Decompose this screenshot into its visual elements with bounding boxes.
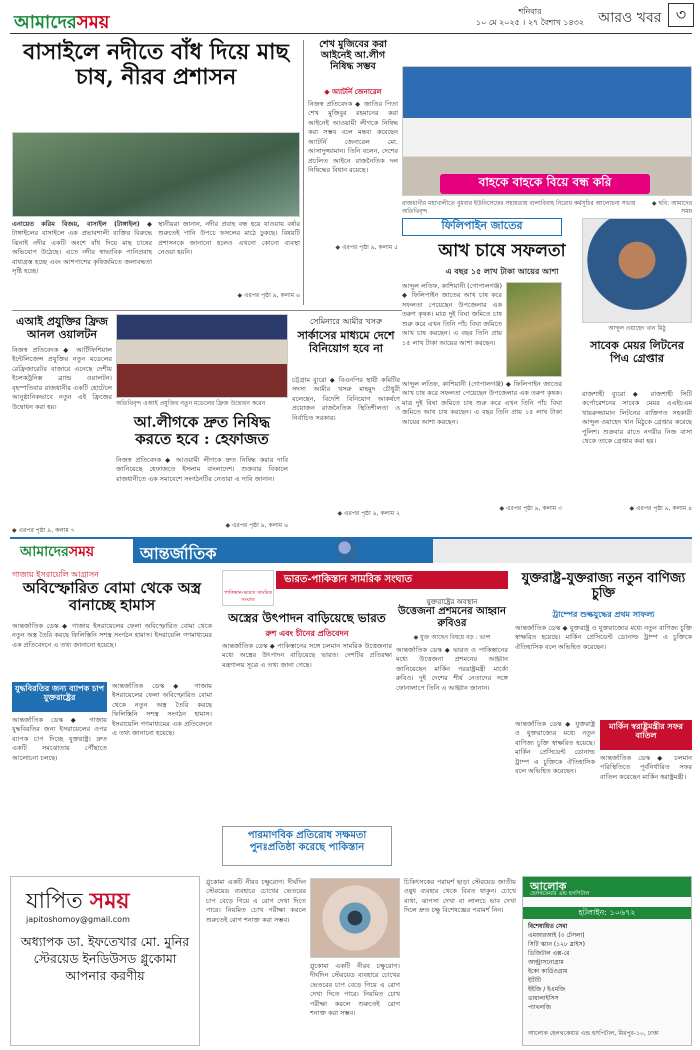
band-logo-a: আমাদের xyxy=(20,544,69,560)
child-marriage-headline[interactable]: বাহকে বাহকে বিয়ে বন্ধ করি xyxy=(478,175,612,189)
service-item: ইকো কার্ডিওগ্রাম xyxy=(528,968,568,975)
sarcasm-kicker: সেমিনারে আমীর খসরু xyxy=(309,317,383,326)
gaza-body: আন্তর্জাতিক ডেস্ক ◆ গাজায় ইসরায়েলের ফেলা অবিস্ফোরিত বোমা থেকে নতুন অস্ত্র তৈরি করছে ফিলিস্তিনি সশস্ত্র সংগঠন হামাস। ইসরায়েলি গণমাধ্যমের এক প্রতিবেদনে এ তথ্য জানানো হয়েছে। xyxy=(12,622,212,649)
alok-tagline: হেলথকেয়ার এন্ড হসপিটাল xyxy=(530,891,590,897)
alok-address: আলোক হেলথকেয়ার এন্ড হসপিটাল, মিরপুর-১০, ঢাকা xyxy=(528,1030,659,1037)
glaucoma-body-a: গ্লুকোমা একটি নীরব চক্ষুরোগ। দীর্ঘদিন স্টেরয়েড ব্যবহারে চোখের ভেতরের চাপ বেড়ে গিয়ে এ রোগ দেখা দিতে পারে। নিয়মিত চোখ পরীক্ষা করলে শুরুতেই রোগ শনাক্ত করা সম্ভব। xyxy=(206,878,306,924)
section-title: আরও খবর xyxy=(598,10,662,26)
band-logo-b: সময় xyxy=(68,544,95,560)
service-item: আল্ট্রাসনোগ্রাম xyxy=(528,959,564,966)
service-item: প্যাথলজি xyxy=(528,1004,551,1011)
hefazat-continued[interactable]: ◆ এরপর পৃষ্ঠা ৯, কলাম ৬ xyxy=(225,522,288,529)
service-item: ডায়ালাইসিস xyxy=(528,995,559,1002)
gaza-label: গাজায় ইসরায়েলি আগ্রাসন xyxy=(12,570,99,579)
child-marriage-caption: রাজধানীর মহাখালীতে বুধবার ইউনিসেফের সহায়তায় বাল্যবিবাহ নিরোধ কর্মসূচির আলোচনা সভায় অতিথিবৃন্দ xyxy=(402,200,636,215)
lead-byline: এনায়েত করিম বিজয়, বাসাইল (টাঙ্গাইল) ◆ xyxy=(12,220,152,228)
lead-continued[interactable]: ◆ এরপর পৃষ্ঠা ৯, কলাম ৬ xyxy=(237,292,300,299)
globe-icon xyxy=(335,538,359,562)
alok-brand: আলোক xyxy=(530,880,567,893)
japito-brand-a: যাপিত xyxy=(26,889,83,914)
pak-headline[interactable]: পারমাণবিক প্রতিরোধ সক্ষমতা পুনঃপ্রতিষ্ঠা করেছে পাকিস্তান xyxy=(247,830,367,853)
fridge-launch-photo xyxy=(116,314,288,398)
sarcasm-body: চট্টগ্রাম ব্যুরো ◆ বিএনপির স্থায়ী কমিটির সদস্য আমীর খসরু মাহমুদ চৌধুরী বলেছেন, বিদেশি বিনিয়োগ আকর্ষণে প্রয়োজন রাজনৈতিক স্থিতিশীলতা ও নির্বাচিত সরকার। xyxy=(292,376,400,422)
logo-part-a: আমাদের xyxy=(14,12,77,33)
sugarcane-headline[interactable]: আখ চাষে সফলতা xyxy=(438,241,566,261)
masthead-divider xyxy=(10,33,692,34)
sugarcane-kicker: ফিলিপাইন জাতের xyxy=(441,219,523,232)
japito-email[interactable]: japitoshomoy@gmail.com xyxy=(26,915,130,924)
service-item: সিটি স্ক্যান (১২৮ স্লাইস) xyxy=(528,941,585,948)
fridge-body: নিজস্ব প্রতিবেদক ◆ আর্টিফিশিয়াল ইন্টেলিজেন্স প্রযুক্তির নতুন মডেলের রেফ্রিজারেটর বাজারে এনেছে দেশীয় ইলেকট্রনিক্স ব্র্যান্ড ওয়ালটন। বৃহস্পতিবার রাজধানীর একটি হোটেলে আনুষ্ঠানিকভাবে নতুন এই ফ্রিজের উদ্বোধন করা হয়। xyxy=(12,346,112,411)
masthead-date: ১০ মে ২০২৫ । ২৭ বৈশাখ ১৪৩২ xyxy=(475,18,585,28)
indo-pak-logo-caption: পাকিস্তান-ভারত সামরিক সংঘাত xyxy=(223,590,273,603)
child-marriage-credit: ◆ ছবি: আমাদের সময় xyxy=(651,200,692,215)
fridge-continued[interactable]: ◆ এরপর পৃষ্ঠা ৯, কলাম ৭ xyxy=(12,527,75,534)
mujib-body: নিজস্ব প্রতিবেদক ◆ জাতির পিতা শেখ মুজিবুর রহমানের করা আইনেই আওয়ামী লীগকে নিষিদ্ধ করা সম্ভব বলে মন্তব্য করেছেন অ্যাটর্নি জেনারেল মো. আসাদুজ্জামান। তিনি বলেন, দেশের প্রচলিত আইনে রাজনৈতিক দল নিষিদ্ধের বিধান রয়েছে। xyxy=(308,100,398,174)
mayor-pa-headline[interactable]: সাবেক মেয়র লিটনের পিএ গ্রেপ্তার xyxy=(590,339,684,365)
indo-pak-banner: ভারত-পাকিস্তান সামরিক সংঘাত xyxy=(276,571,508,589)
column-rule xyxy=(303,40,304,305)
alok-hotline[interactable]: হটলাইন: ১০৬৭২ xyxy=(523,907,691,919)
rubio-sub: ◆ যুক্ত আছেন বিষয়ে বড় : ভান্স xyxy=(413,634,491,641)
alok-services-list xyxy=(528,922,688,1012)
gaza-headline[interactable]: অবিস্ফোরিত বোমা থেকে অস্ত্র বানাচ্ছে হামাস xyxy=(22,579,202,615)
sugarcane-sub: এ বছর ১৫ লাখ টাকা আয়ের আশা xyxy=(445,267,559,276)
mithu-photo xyxy=(582,218,692,323)
fridge-caption: অতিথিবৃন্দ এআই প্রযুক্তির নতুন মডেলের ফ্রিজ উদ্বোধন করেন xyxy=(116,400,266,407)
lead-body-a: টাঙ্গাইলের বাসাইলে এক প্রভাবশালী ব্যক্তির বিরুদ্ধে ঝিনাই নদীর একটি অংশে বাঁধ দিয়ে মাছ চাষের অভিযোগ উঠেছে। এতে নদীর স্বাভাবিক পানিপ্রবাহ বাধাগ্রস্ত হচ্ছে এবং আশপাশের কৃষিজমিতে জলাবদ্ধতা সৃষ্টি হচ্ছে। xyxy=(12,229,152,276)
hefazat-headline[interactable]: আ.লীগকে দ্রুত নিষিদ্ধ করতে হবে : হেফাজত xyxy=(133,413,271,449)
row-rule xyxy=(12,310,402,311)
masthead-day: শনিবার xyxy=(518,7,542,16)
sugarcane-body: আব্দুল লতিফ, কাশিয়ানী (গোপালগঞ্জ) ◆ ফিলিপাইন জাতের আখ চাষ করে সফলতা পেয়েছেন উপজেলার এক তরুণ কৃষক। মাত্র দুই বিঘা জমিতে চাষ শুরু করে এখন তিনি পাঁচ বিঘা জমিতে আখ চাষ করছেন। এ বছর তিনি প্রায় ১৫ লাখ টাকা আয়ের আশা করছেন। xyxy=(402,282,502,347)
sarcasm-headline[interactable]: সার্কাসের মাধ্যমে দেশে বিনিয়োগ হবে না xyxy=(297,329,395,355)
indo-pak-headline[interactable]: অস্ত্রের উৎপাদন বাড়িয়েছে ভারত xyxy=(228,611,386,625)
glaucoma-body-b: চিকিৎসকের পরামর্শ ছাড়া স্টেরয়েড জাতীয় ওষুধ ব্যবহার থেকে বিরত থাকুন। চোখে ব্যথা, ঝাপসা দেখা বা লালচে ভাব দেখা দিলে দ্রুত চক্ষু বিশেষজ্ঞের পরামর্শ নিন। xyxy=(404,878,516,915)
international-title: আন্তর্জাতিক xyxy=(140,544,217,563)
mayor-pa-continued[interactable]: ◆ এরপর পৃষ্ঠা ৯, কলাম ৪ xyxy=(629,505,692,512)
sugarcane-body-cont: আব্দুল লতিফ, কাশিয়ানী (গোপালগঞ্জ) ◆ ফিলিপাইন জাতের আখ চাষ করে সফলতা পেয়েছেন উপজেলার এক তরুণ কৃষক। মাত্র দুই বিঘা জমিতে চাষ শুরু করে এখন তিনি পাঁচ বিঘা জমিতে আখ চাষ করছেন। এ বছর তিনি প্রায় ১৫ লাখ টাকা আয়ের আশা করছেন। xyxy=(402,380,562,426)
masthead-logo[interactable] xyxy=(14,8,109,39)
us-uk-body-cont: আন্তর্জাতিক ডেস্ক ◆ যুক্তরাষ্ট্র ও যুক্তরাজ্যের মধ্যে নতুন বাণিজ্য চুক্তি স্বাক্ষরিত হয়েছে। মার্কিন প্রেসিডেন্ট ডোনাল্ড ট্রাম্প এ চুক্তিকে ঐতিহাসিক বলে অভিহিত করেছেন। xyxy=(515,720,595,776)
indo-pak-sub: রুশ এবং চীনের প্রতিবেদন xyxy=(265,629,349,638)
fridge-headline[interactable]: এআই প্রযুক্তির ফ্রিজ আনল ওয়ালটন xyxy=(16,315,108,341)
mujib-headline[interactable]: শেখ মুজিবের করা আইনেই আ.লীগ নিষিদ্ধ সম্ভব xyxy=(319,39,387,72)
gaza-box-body: আন্তর্জাতিক ডেস্ক ◆ গাজায় যুদ্ধবিরতির জন্য ইসরায়েলের ওপর ব্যাপক চাপ দিচ্ছে যুক্তরাষ্ট্র। দ্রুত একটি সমঝোতায় পৌঁছাতে আলোচনা চলছে। xyxy=(12,716,107,762)
lead-body-col-2: স্থানীয়রা জানান, নদীর প্রবাহ বন্ধ হয়ে যাওয়ায় বর্ষার শুরুতেই পানি উপচে ফসলের মাঠে ঢুকছে। বিষয়টি প্রশাসনকে জানানো হলেও এখনো কোনো ব্যবস্থা নেওয়া হয়নি। xyxy=(158,220,300,257)
us-uk-box-title[interactable]: মার্কিন স্বরাষ্ট্রমন্ত্রীর সফর বাতিল xyxy=(609,721,683,741)
mujib-sub: ◆ অ্যাটর্নি জেনারেল xyxy=(324,88,382,96)
mayor-pa-body: রাজশাহী ব্যুরো ◆ রাজশাহী সিটি কর্পোরেশনের সাবেক মেয়র এএইচএম খায়রুজ্জামান লিটনের ব্যক্তিগত সহকারী আব্দুল ওয়াহেদ খান মিঠুকে গ্রেপ্তার করেছে পুলিশ। শুক্রবার রাতে নগরীর নিজ বাসা থেকে তাকে গ্রেপ্তার করা হয়। xyxy=(582,390,692,446)
us-uk-headline[interactable]: যুক্তরাষ্ট্র-যুক্তরাজ্য নতুন বাণিজ্য চুক্তি xyxy=(521,571,686,601)
sarcasm-continued[interactable]: ◆ এরপর পৃষ্ঠা ৯, কলাম ২ xyxy=(337,510,400,517)
hefazat-body: নিজস্ব প্রতিবেদক ◆ আওয়ামী লীগকে দ্রুত নিষিদ্ধ করার দাবি জানিয়েছে হেফাজতে ইসলাম বাংলাদেশ। শুক্রবার বিকালে রাজধানীতে এক সমাবেশে সংগঠনটির নেতারা এ দাবি জানান। xyxy=(116,456,288,483)
service-item: এমআরআই (৩ টেসলা) xyxy=(528,932,585,939)
japito-text: অধ্যাপক ডা. ইফতেখার মো. মুনির স্টেরয়েড ইনডিউসড গ্লুকোমা আপনার করণীয় xyxy=(20,934,190,983)
mujib-continued[interactable]: ◆ এরপর পৃষ্ঠা ৯, কলাম ৫ xyxy=(335,244,398,251)
page-number: ৩ xyxy=(668,3,694,27)
us-uk-box-body: আন্তর্জাতিক ডেস্ক ◆ চলমান পরিস্থিতিতে পূর্বনির্ধারিত সফর বাতিল করেছেন মার্কিন স্বরাষ্ট্রমন্ত্রী। xyxy=(600,754,692,781)
rubio-kicker: যুক্তরাষ্ট্রের অবস্থান xyxy=(426,598,478,606)
masthead-dateline xyxy=(470,6,590,28)
lead-headline[interactable]: বাসাইলে নদীতে বাঁধ দিয়ে মাছ চাষ, নীরব প্রশাসন xyxy=(23,39,289,91)
gaza-body-cont: আন্তর্জাতিক ডেস্ক ◆ গাজায় ইসরায়েলের ফেলা অবিস্ফোরিত বোমা থেকে নতুন অস্ত্র তৈরি করছে ফিলিস্তিনি সশস্ত্র সংগঠন হামাস। ইসরায়েলি গণমাধ্যমের এক প্রতিবেদনে এ তথ্য জানানো হয়েছে। xyxy=(112,682,212,738)
mithu-photo-caption: আব্দুল ওয়াহেদ খান মিঠু xyxy=(608,325,666,332)
glaucoma-body-c: গ্লুকোমা একটি নীরব চক্ষুরোগ। দীর্ঘদিন স্টেরয়েড ব্যবহারে চোখের ভেতরের চাপ বেড়ে গিয়ে এ রোগ দেখা দিতে পারে। নিয়মিত চোখ পরীক্ষা করলে শুরুতেই রোগ শনাক্ত করা সম্ভব। xyxy=(310,962,400,1018)
logo-part-b: সময় xyxy=(76,12,110,33)
rubio-headline[interactable]: উত্তেজনা প্রশমনের আহ্বান রুবিওর xyxy=(397,606,507,629)
us-uk-body: আন্তর্জাতিক ডেস্ক ◆ যুক্তরাষ্ট্র ও যুক্তরাজ্যের মধ্যে নতুন বাণিজ্য চুক্তি স্বাক্ষরিত হয়েছে। মার্কিন প্রেসিডেন্ট ডোনাল্ড ট্রাম্প এ চুক্তিকে ঐতিহাসিক বলে অভিহিত করেছেন। xyxy=(515,624,692,651)
gaza-box-title[interactable]: যুদ্ধবিরতির জন্য ব্যাপক চাপ যুক্তরাষ্ট্রের xyxy=(14,683,105,703)
service-item: বিশেষায়িত সেবা xyxy=(528,923,568,930)
indo-pak-body: আন্তর্জাতিক ডেস্ক ◆ পাকিস্তানের সঙ্গে চলমান সামরিক উত্তেজনার মধ্যে অস্ত্রের উৎপাদন বাড়িয়েছে ভারত। দেশটির প্রতিরক্ষা মন্ত্রণালয় সূত্রে এ তথ্য জানা গেছে। xyxy=(222,642,392,669)
sugarcane-photo xyxy=(506,282,562,377)
rubio-body: আন্তর্জাতিক ডেস্ক ◆ ভারত ও পাকিস্তানের মধ্যে উত্তেজনা প্রশমনের আহ্বান জানিয়েছেন মার্কিন পররাষ্ট্রমন্ত্রী মার্কো রুবিও। দুই দেশের শীর্ষ নেতাদের সঙ্গে ফোনালাপে তিনি এ আহ্বান জানান। xyxy=(396,646,508,692)
band-logo[interactable] xyxy=(20,540,94,564)
lead-river-photo xyxy=(12,132,300,217)
service-item: ইটিটি xyxy=(528,977,542,984)
service-item: ইইজি / ইএমজি xyxy=(528,986,566,993)
lead-body-col-1 xyxy=(12,220,152,300)
eye-photo xyxy=(310,878,400,958)
service-item: ডিজিটাল এক্স-রে xyxy=(528,950,570,957)
japito-brand-b: সময় xyxy=(89,888,130,914)
sugarcane-continued[interactable]: ◆ এরপর পৃষ্ঠা ৯, কলাম ৩ xyxy=(499,505,562,512)
us-uk-sub: ট্রাম্পের শুল্কযুদ্ধের প্রথম সাফল্য xyxy=(552,610,655,619)
